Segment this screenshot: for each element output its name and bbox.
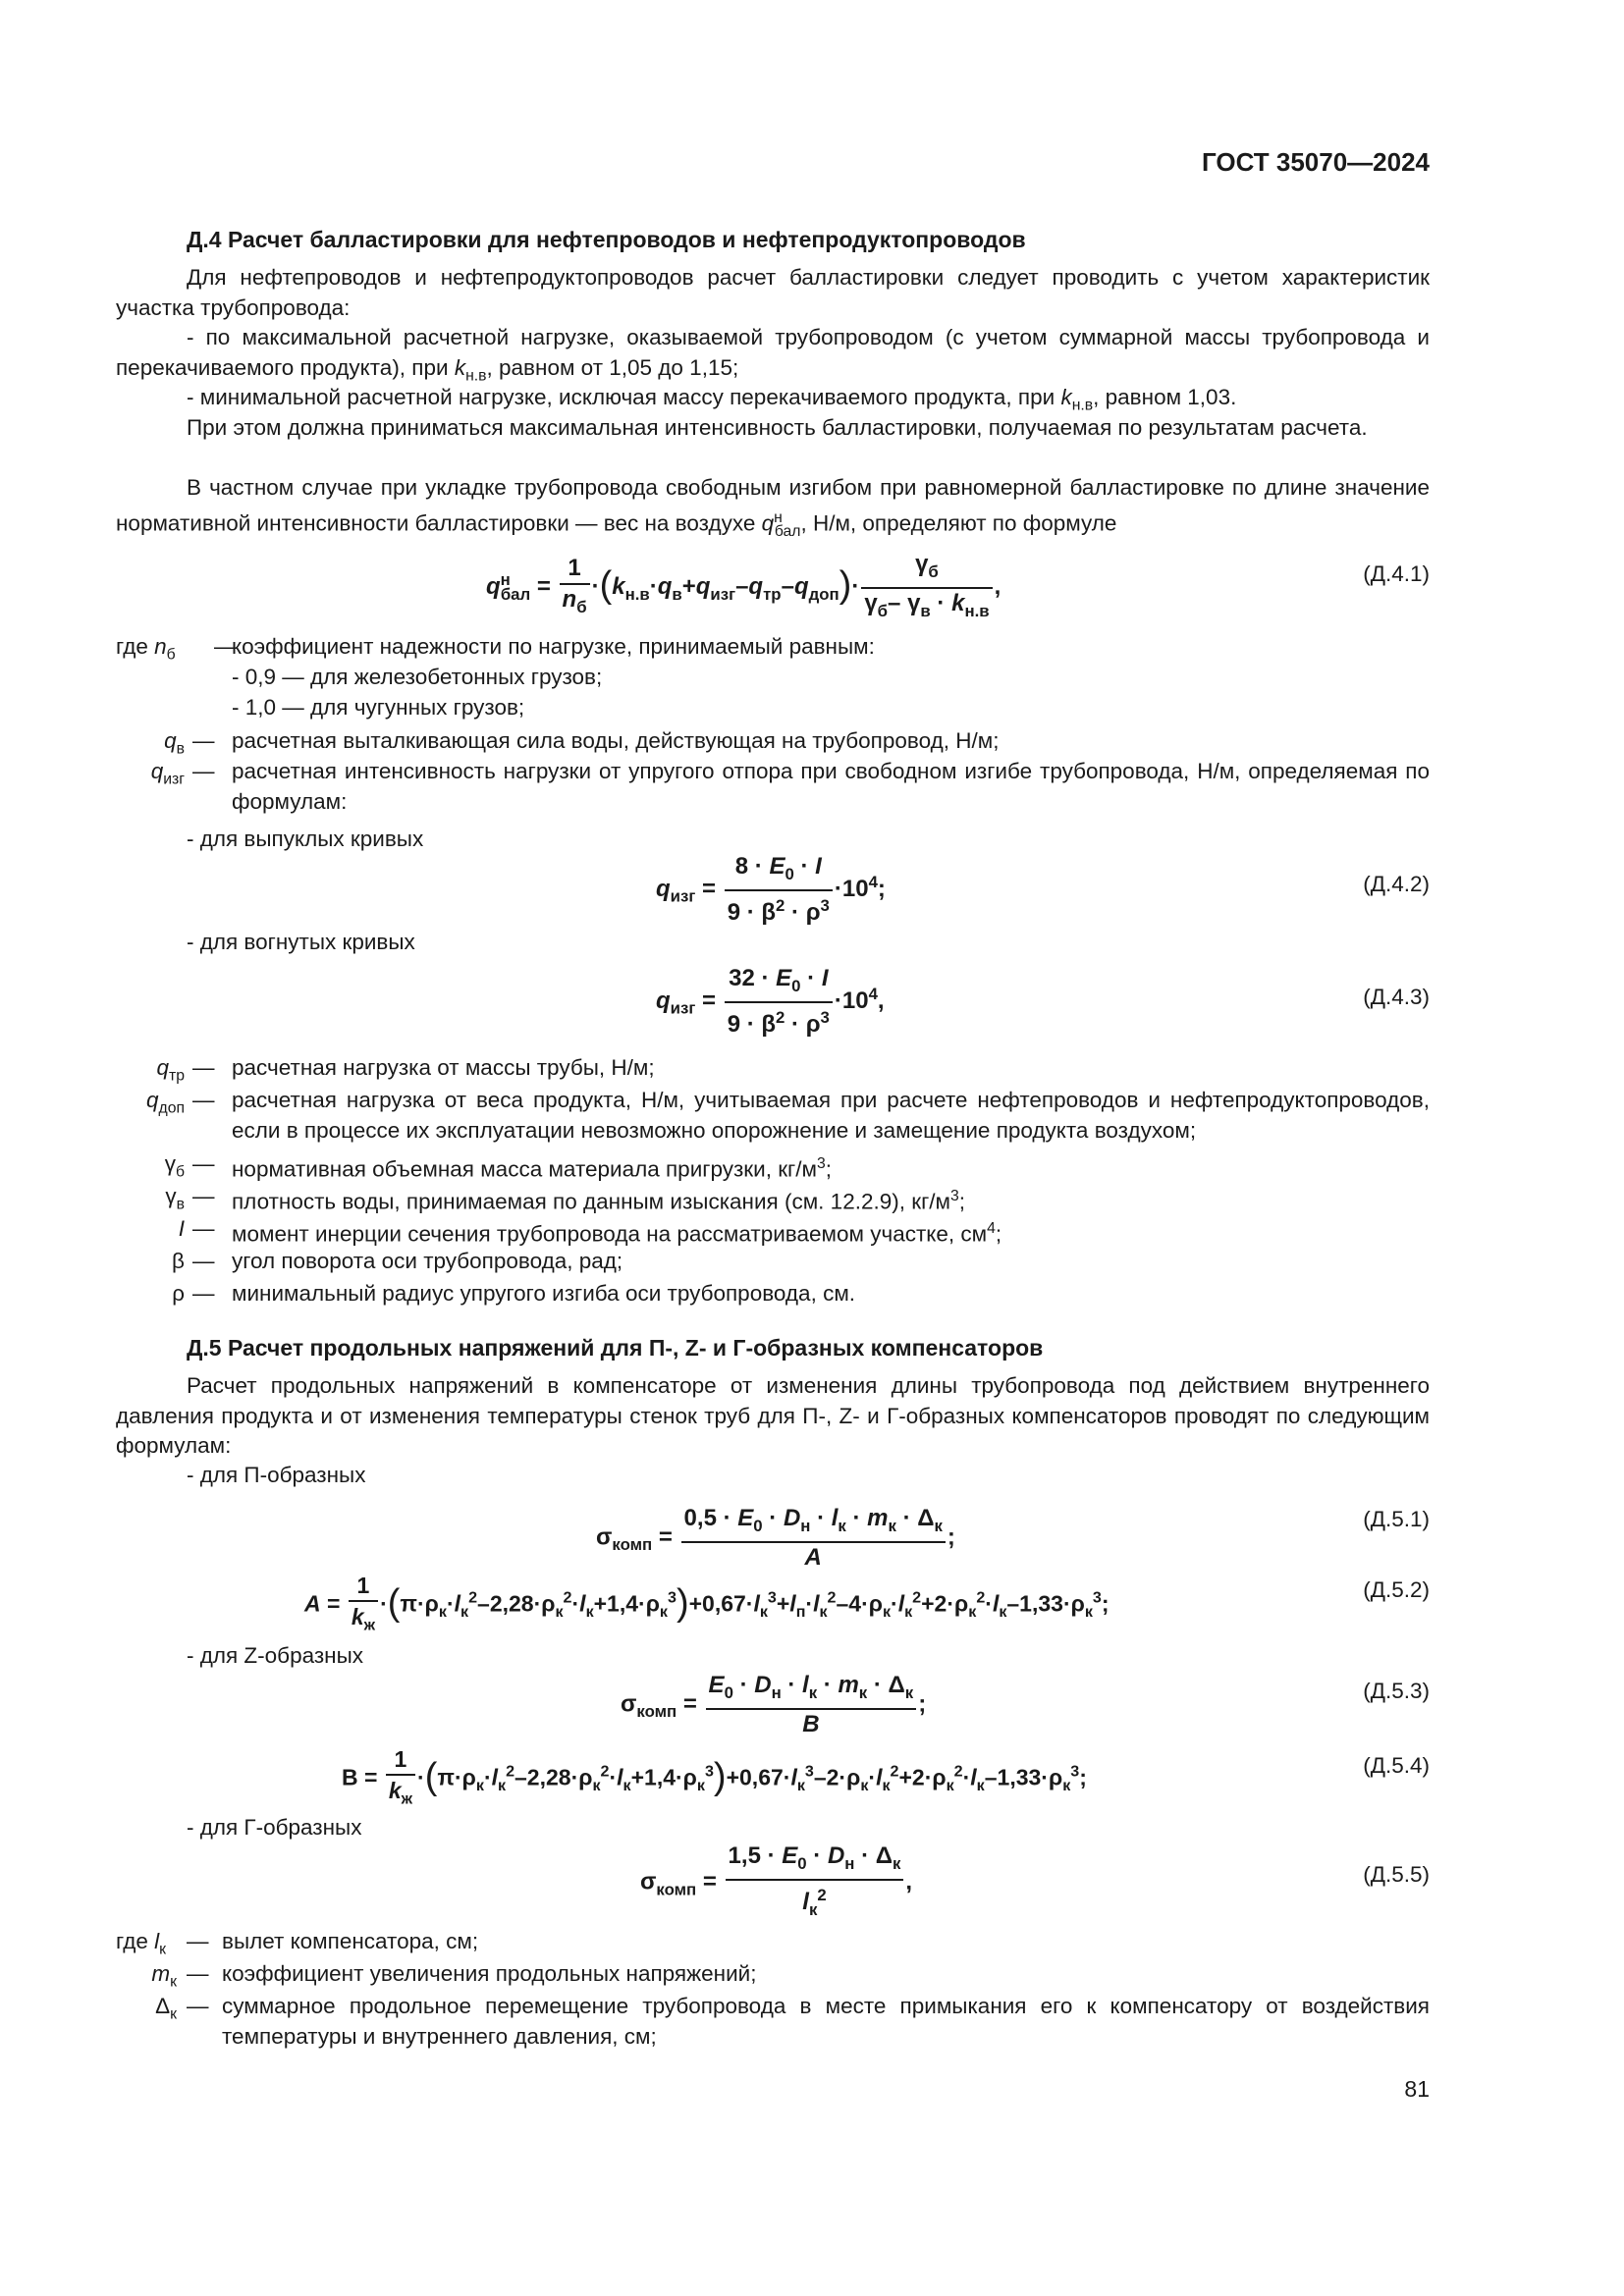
def-dash: — [187,1961,209,1986]
symbol-q-tr: $q_{тр}$ [156,1055,185,1085]
d4-para3: В частном случае при укладке трубопровода свободным изгибом при равномерной балластировке по длине значение нормативной интенсивности балластировки — вес на воздухе $q^н_{бал}$, Н/м, определяют по формуле [116,475,1430,540]
def-dash: — [192,1055,215,1080]
symbol-q-v: $q_в$ [164,728,185,758]
formula-d4-3: $q_{изг}$ = $\frac{32 \cdot E_0 \cdot I}{9 \cdot \beta^2 \cdot \rho^3}$ $\cdot 10^4$, [656,965,885,1038]
def-dash: — [187,1929,209,1953]
section-title-d4: Д.4 Расчет балластировки для нефтепроводов и нефтепродуктопроводов [187,227,1026,252]
def-delta-k: суммарное продольное перемещение трубопровода в месте примыкания его к компенсатору от воздействия температуры и внутреннего давления, см; [222,1994,1430,2049]
def-q-dop: расчетная нагрузка от веса продукта, Н/м, учитываемая при расчете нефтепроводов и нефтепродуктопроводов, если в процессе их эксплуатации невозможно опорожнение и замещение продукта воздухом; [232,1088,1430,1143]
label-z-shaped: - для Z-образных [187,1643,364,1668]
def-beta: угол поворота оси трубопровода, рад; [232,1249,623,1273]
symbol-gamma-b: $\gamma_б$ [164,1151,185,1181]
def-l-k: вылет компенсатора, см; [222,1929,479,1953]
def-n-b-option-1: - 0,9 — для железобетонных грузов; [232,665,603,689]
equation-number: (Д.5.2) [1363,1577,1430,1602]
where-label: где $n_б$ [116,634,176,664]
def-dash: — [192,1216,215,1241]
document-id: ГОСТ 35070—2024 [1202,147,1430,177]
def-dash: — [192,1281,215,1306]
def-dash: — [192,759,215,783]
def-q-tr: расчетная нагрузка от массы трубы, Н/м; [232,1055,655,1080]
equation-number: (Д.5.1) [1363,1507,1430,1531]
symbol-i: I [178,1216,185,1241]
d4-para2: При этом должна приниматься максимальная интенсивность балластировки, получаемая по результатам расчета. [187,415,1368,440]
section-title-d5: Д.5 Расчет продольных напряжений для П-, Z- и Г-образных компенсаторов [187,1335,1044,1361]
symbol-rho: ρ [172,1281,185,1306]
def-dash: — [192,1184,215,1208]
symbol-q-dop: $q_{доп}$ [146,1088,185,1117]
equation-number: (Д.4.1) [1363,561,1430,586]
def-gamma-b: нормативная объемная масса материала пригрузки, $кг/м^3$; [232,1155,833,1182]
formula-d4-1: $q^н_{бал}$ = $\frac{1}{n_б}$ $\cdot(k_{н.в}\cdot q_в+q_{изг}-q_{тр}-q_{доп})\cdot$ $\frac{\gamma_б}{\gamma_б- \gamma_в \cdot k_{н.в}}$ , [486,551,1001,620]
equation-number: (Д.5.3) [1363,1679,1430,1703]
equation-number: (Д.5.5) [1363,1862,1430,1887]
def-dash: — [187,1994,209,2018]
symbol-beta: β [172,1249,185,1273]
d4-item1: - по максимальной расчетной нагрузке, оказываемой трубопроводом (с учетом суммарной массы трубопровода и перекачиваемого продукта), при $k_{н.в}$, равном от 1,05 до 1,15; [116,325,1430,384]
def-n-b: коэффициент надежности по нагрузке, принимаемый равным: [232,634,875,659]
label-p-shaped: - для П-образных [187,1463,366,1487]
def-dash: — [192,1088,215,1112]
equation-number: (Д.4.2) [1363,872,1430,896]
d4-item2: - минимальной расчетной нагрузке, исключая массу перекачиваемого продукта, при $k_{н.в}$, равном 1,03. [187,385,1237,414]
symbol-m-k: $m_к$ [151,1961,177,1991]
formula-d4-2: $q_{изг}$ = $\frac{8 \cdot E_0 \cdot I}{9 \cdot \beta^2 \cdot \rho^3}$ $\cdot 10^4$; [656,853,886,926]
symbol-q-izg: $q_{изг}$ [150,759,185,788]
def-dash: — [192,728,215,753]
equation-number: (Д.5.4) [1363,1753,1430,1778]
def-dash: — [192,1151,215,1176]
label-g-shaped: - для Г-образных [187,1815,362,1840]
formula-d5-1: $\sigma_{комп}$ = $\frac{0,5 \cdot E_0 \cdot D_н \cdot l_к \cdot m_к \cdot \Delta_к}{A}$ ; [596,1505,955,1571]
formula-d5-5: $\sigma_{комп}$ = $\frac{1,5 \cdot E_0 \cdot D_н \cdot \Delta_к}{l_к^2}$ , [640,1842,913,1919]
def-gamma-v: плотность воды, принимаемая по данным изыскания (см. 12.2.9), $кг/м^3$; [232,1188,966,1214]
def-dash: — [192,1249,215,1273]
symbol-gamma-v: $\gamma_в$ [165,1184,185,1213]
def-m-k: коэффициент увеличения продольных напряжений; [222,1961,757,1986]
label-concave: - для вогнутых кривых [187,930,415,954]
formula-d5-3: $\sigma_{комп}$ = $\frac{E_0 \cdot D_н \cdot l_к \cdot m_к \cdot \Delta_к}{B}$ ; [621,1672,927,1737]
def-n-b-option-2: - 1,0 — для чугунных грузов; [232,695,525,720]
where-label: где $l_к$ [116,1929,166,1958]
def-q-izg: расчетная интенсивность нагрузки от упругого отпора при свободном изгибе трубопровода, Н/м, определяемая по формулам: [232,759,1430,814]
label-convex: - для выпуклых кривых [187,827,424,851]
d5-intro: Расчет продольных напряжений в компенсаторе от изменения длины трубопровода под действием внутреннего давления продукта и от изменения температуры стенок труб для П-, Z- и Г-образных компенсаторов проводят по следующим формулам: [116,1373,1430,1458]
symbol-delta-k: $\Delta_к$ [155,1994,177,2023]
formula-d5-2: A = $\frac{1}{k_ж}$ $\cdot(\pi\cdot\rho_к\cdot l_к^2-2,28\cdot\rho_к^2\cdot l_к+1,4\cdot\rho_к^3)+0,67\cdot l_к^3+l_п\cdot l_к^2-4\cdot\rho_к\cdot l_к^2+2\cdot\rho_к^2\cdot l_к-1,33\cdot\rho_к^3$; [304,1573,1110,1634]
def-q-v: расчетная выталкивающая сила воды, действующая на трубопровод, Н/м; [232,728,1000,753]
def-rho: минимальный радиус упругого изгиба оси трубопровода, см. [232,1281,856,1306]
equation-number: (Д.4.3) [1363,985,1430,1009]
def-dash: — [214,634,237,659]
d4-intro: Для нефтепроводов и нефтепродуктопроводов расчет балластировки следует проводить с учетом характеристик участка трубопровода: [116,265,1430,320]
page-number: 81 [1404,2076,1430,2102]
def-i: момент инерции сечения трубопровода на рассматриваемом участке, $см^4$; [232,1220,1002,1247]
formula-d5-4: B = $\frac{1}{k_ж}$ $\cdot(\pi\cdot\rho_к\cdot l_к^2-2,28\cdot\rho_к^2\cdot l_к+1,4\cdot\rho_к^3)+0,67\cdot l_к^3-2\cdot\rho_к\cdot l_к^2+2\cdot\rho_к^2\cdot l_к-1,33\cdot\rho_к^3$; [342,1746,1087,1808]
